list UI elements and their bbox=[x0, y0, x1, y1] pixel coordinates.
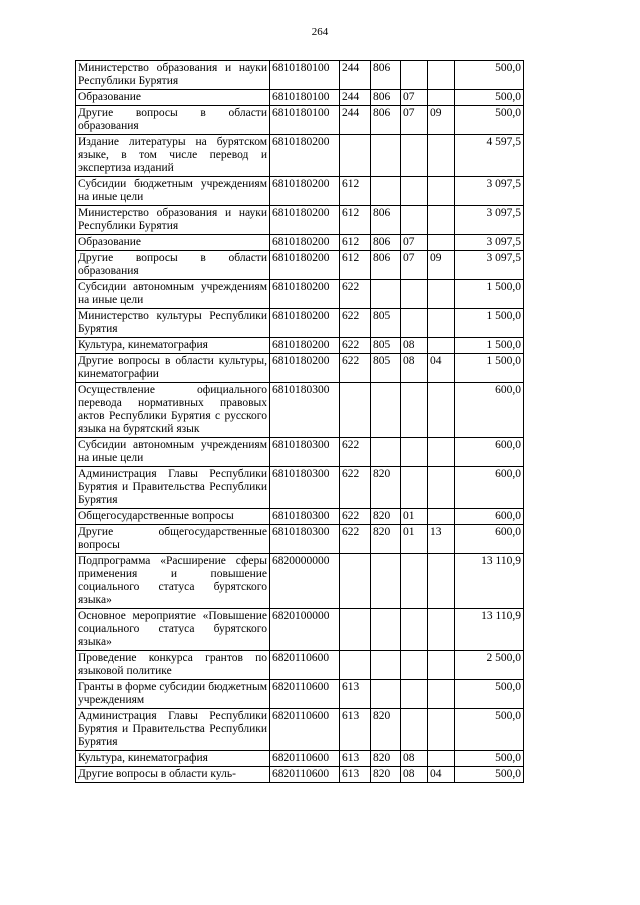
row-subsection-cell bbox=[428, 709, 455, 751]
row-section-cell: 08 bbox=[401, 767, 428, 783]
row-name-cell: Другие вопросы в области куль- bbox=[76, 767, 270, 783]
row-amount-cell: 13 110,9 bbox=[455, 609, 524, 651]
table-row bbox=[76, 554, 524, 609]
row-expense-type-cell: 613 bbox=[340, 751, 371, 767]
row-administrator-cell: 806 bbox=[371, 206, 401, 235]
table-row bbox=[76, 251, 524, 280]
table-row bbox=[76, 206, 524, 235]
row-expense-type-cell: 612 bbox=[340, 235, 371, 251]
row-administrator-cell bbox=[371, 438, 401, 467]
row-administrator-cell: 820 bbox=[371, 767, 401, 783]
row-subsection-cell bbox=[428, 61, 455, 90]
row-expense-type-cell: 612 bbox=[340, 206, 371, 235]
row-target-article-cell: 6810180200 bbox=[270, 309, 340, 338]
row-administrator-cell bbox=[371, 651, 401, 680]
row-subsection-cell bbox=[428, 177, 455, 206]
row-administrator-cell bbox=[371, 177, 401, 206]
row-target-article-cell: 6810180100 bbox=[270, 106, 340, 135]
row-expense-type-cell bbox=[340, 609, 371, 651]
row-amount-cell: 4 597,5 bbox=[455, 135, 524, 177]
row-target-article-cell: 6810180300 bbox=[270, 525, 340, 554]
row-name-cell: Министерство образования и науки Республики Бурятия bbox=[76, 206, 270, 235]
row-subsection-cell: 09 bbox=[428, 251, 455, 280]
row-subsection-cell: 13 bbox=[428, 525, 455, 554]
table-row bbox=[76, 177, 524, 206]
row-subsection-cell bbox=[428, 280, 455, 309]
row-amount-cell: 500,0 bbox=[455, 680, 524, 709]
row-subsection-cell bbox=[428, 651, 455, 680]
row-target-article-cell: 6820110600 bbox=[270, 751, 340, 767]
table-row bbox=[76, 61, 524, 90]
row-administrator-cell bbox=[371, 609, 401, 651]
table-row bbox=[76, 354, 524, 383]
row-expense-type-cell: 622 bbox=[340, 280, 371, 309]
row-administrator-cell: 820 bbox=[371, 525, 401, 554]
row-amount-cell: 500,0 bbox=[455, 709, 524, 751]
row-name-cell: Подпрограмма «Расширение сферы применения и повышение социального статуса бурятского языка» bbox=[76, 554, 270, 609]
table-row bbox=[76, 309, 524, 338]
row-target-article-cell: 6820000000 bbox=[270, 554, 340, 609]
row-target-article-cell: 6810180200 bbox=[270, 280, 340, 309]
table-row bbox=[76, 751, 524, 767]
row-administrator-cell bbox=[371, 135, 401, 177]
row-target-article-cell: 6820100000 bbox=[270, 609, 340, 651]
row-section-cell: 07 bbox=[401, 90, 428, 106]
row-administrator-cell: 820 bbox=[371, 751, 401, 767]
row-expense-type-cell: 622 bbox=[340, 467, 371, 509]
row-section-cell bbox=[401, 438, 428, 467]
row-amount-cell: 1 500,0 bbox=[455, 309, 524, 338]
row-section-cell bbox=[401, 177, 428, 206]
row-name-cell: Образование bbox=[76, 235, 270, 251]
row-target-article-cell: 6810180300 bbox=[270, 509, 340, 525]
row-expense-type-cell: 244 bbox=[340, 106, 371, 135]
row-section-cell: 01 bbox=[401, 525, 428, 554]
row-amount-cell: 3 097,5 bbox=[455, 251, 524, 280]
row-name-cell: Основное мероприятие «Повышение социального статуса бурятского языка» bbox=[76, 609, 270, 651]
row-subsection-cell bbox=[428, 554, 455, 609]
table-row bbox=[76, 509, 524, 525]
row-administrator-cell: 805 bbox=[371, 354, 401, 383]
row-amount-cell: 600,0 bbox=[455, 438, 524, 467]
row-expense-type-cell: 612 bbox=[340, 251, 371, 280]
row-expense-type-cell: 613 bbox=[340, 680, 371, 709]
row-subsection-cell bbox=[428, 338, 455, 354]
row-amount-cell: 600,0 bbox=[455, 509, 524, 525]
row-name-cell: Издание литературы на бурятском языке, в том числе перевод и экспертиза изданий bbox=[76, 135, 270, 177]
row-section-cell: 07 bbox=[401, 106, 428, 135]
row-section-cell: 08 bbox=[401, 338, 428, 354]
table-row bbox=[76, 135, 524, 177]
row-subsection-cell bbox=[428, 235, 455, 251]
row-expense-type-cell: 622 bbox=[340, 509, 371, 525]
row-name-cell: Образование bbox=[76, 90, 270, 106]
budget-table bbox=[75, 60, 524, 783]
row-subsection-cell bbox=[428, 680, 455, 709]
row-administrator-cell: 806 bbox=[371, 235, 401, 251]
row-target-article-cell: 6810180200 bbox=[270, 206, 340, 235]
row-section-cell: 07 bbox=[401, 251, 428, 280]
table-row bbox=[76, 106, 524, 135]
row-administrator-cell: 806 bbox=[371, 251, 401, 280]
row-target-article-cell: 6810180200 bbox=[270, 177, 340, 206]
row-target-article-cell: 6810180100 bbox=[270, 90, 340, 106]
row-expense-type-cell bbox=[340, 554, 371, 609]
row-name-cell: Субсидии бюджетным учреждениям на иные цели bbox=[76, 177, 270, 206]
row-amount-cell: 500,0 bbox=[455, 106, 524, 135]
table-row bbox=[76, 680, 524, 709]
row-name-cell: Общегосударственные вопросы bbox=[76, 509, 270, 525]
row-expense-type-cell: 622 bbox=[340, 338, 371, 354]
row-name-cell: Культура, кинематография bbox=[76, 338, 270, 354]
row-amount-cell: 13 110,9 bbox=[455, 554, 524, 609]
table-row bbox=[76, 651, 524, 680]
table-row bbox=[76, 235, 524, 251]
row-administrator-cell bbox=[371, 554, 401, 609]
row-subsection-cell bbox=[428, 609, 455, 651]
row-expense-type-cell: 613 bbox=[340, 709, 371, 751]
page-number: 264 bbox=[311, 26, 329, 38]
row-amount-cell: 600,0 bbox=[455, 467, 524, 509]
row-target-article-cell: 6810180200 bbox=[270, 235, 340, 251]
row-amount-cell: 500,0 bbox=[455, 90, 524, 106]
row-subsection-cell bbox=[428, 438, 455, 467]
row-target-article-cell: 6810180200 bbox=[270, 338, 340, 354]
row-administrator-cell: 820 bbox=[371, 467, 401, 509]
row-name-cell: Другие вопросы в области образования bbox=[76, 106, 270, 135]
row-name-cell: Проведение конкурса грантов по языковой политике bbox=[76, 651, 270, 680]
row-target-article-cell: 6810180300 bbox=[270, 438, 340, 467]
row-target-article-cell: 6820110600 bbox=[270, 709, 340, 751]
row-expense-type-cell bbox=[340, 135, 371, 177]
row-subsection-cell bbox=[428, 90, 455, 106]
row-amount-cell: 3 097,5 bbox=[455, 235, 524, 251]
row-section-cell bbox=[401, 680, 428, 709]
row-target-article-cell: 6820110600 bbox=[270, 680, 340, 709]
row-target-article-cell: 6810180300 bbox=[270, 383, 340, 438]
row-administrator-cell: 806 bbox=[371, 106, 401, 135]
table-row bbox=[76, 767, 524, 783]
row-target-article-cell: 6810180200 bbox=[270, 135, 340, 177]
row-amount-cell: 500,0 bbox=[455, 61, 524, 90]
row-amount-cell: 2 500,0 bbox=[455, 651, 524, 680]
row-expense-type-cell: 622 bbox=[340, 438, 371, 467]
row-target-article-cell: 6810180200 bbox=[270, 354, 340, 383]
row-section-cell bbox=[401, 280, 428, 309]
row-name-cell: Гранты в форме субсидии бюджетным учреждениям bbox=[76, 680, 270, 709]
row-subsection-cell bbox=[428, 751, 455, 767]
row-name-cell: Министерство образования и науки Республики Бурятия bbox=[76, 61, 270, 90]
table-row bbox=[76, 467, 524, 509]
row-name-cell: Администрация Главы Республики Бурятия и Правительства Республики Бурятия bbox=[76, 467, 270, 509]
row-subsection-cell bbox=[428, 206, 455, 235]
row-amount-cell: 1 500,0 bbox=[455, 280, 524, 309]
table-row bbox=[76, 709, 524, 751]
row-amount-cell: 500,0 bbox=[455, 751, 524, 767]
row-target-article-cell: 6820110600 bbox=[270, 651, 340, 680]
row-name-cell: Другие вопросы в области культуры, кинематографии bbox=[76, 354, 270, 383]
row-expense-type-cell bbox=[340, 651, 371, 680]
row-administrator-cell: 820 bbox=[371, 709, 401, 751]
row-section-cell bbox=[401, 709, 428, 751]
row-subsection-cell bbox=[428, 467, 455, 509]
row-expense-type-cell: 622 bbox=[340, 525, 371, 554]
row-name-cell: Осуществление официального перевода нормативных правовых актов Республики Бурятия с русского языка на бурятский язык bbox=[76, 383, 270, 438]
row-administrator-cell bbox=[371, 280, 401, 309]
row-amount-cell: 1 500,0 bbox=[455, 354, 524, 383]
row-name-cell: Культура, кинематография bbox=[76, 751, 270, 767]
row-section-cell bbox=[401, 61, 428, 90]
row-subsection-cell: 09 bbox=[428, 106, 455, 135]
row-administrator-cell bbox=[371, 383, 401, 438]
row-subsection-cell bbox=[428, 509, 455, 525]
row-section-cell: 08 bbox=[401, 751, 428, 767]
row-expense-type-cell: 612 bbox=[340, 177, 371, 206]
row-administrator-cell: 806 bbox=[371, 90, 401, 106]
row-section-cell bbox=[401, 383, 428, 438]
row-expense-type-cell: 613 bbox=[340, 767, 371, 783]
row-target-article-cell: 6810180100 bbox=[270, 61, 340, 90]
table-row bbox=[76, 383, 524, 438]
row-name-cell: Другие вопросы в области образования bbox=[76, 251, 270, 280]
row-administrator-cell: 805 bbox=[371, 338, 401, 354]
row-section-cell bbox=[401, 651, 428, 680]
row-amount-cell: 3 097,5 bbox=[455, 177, 524, 206]
row-expense-type-cell: 244 bbox=[340, 90, 371, 106]
row-name-cell: Министерство культуры Республики Бурятия bbox=[76, 309, 270, 338]
row-section-cell bbox=[401, 467, 428, 509]
row-administrator-cell: 820 bbox=[371, 509, 401, 525]
row-name-cell: Администрация Главы Республики Бурятия и Правительства Республики Бурятия bbox=[76, 709, 270, 751]
row-target-article-cell: 6820110600 bbox=[270, 767, 340, 783]
row-administrator-cell bbox=[371, 680, 401, 709]
row-section-cell bbox=[401, 309, 428, 338]
row-subsection-cell bbox=[428, 309, 455, 338]
row-subsection-cell bbox=[428, 135, 455, 177]
row-expense-type-cell bbox=[340, 383, 371, 438]
row-expense-type-cell: 622 bbox=[340, 354, 371, 383]
row-section-cell bbox=[401, 135, 428, 177]
row-name-cell: Субсидии автономным учреждениям на иные цели bbox=[76, 438, 270, 467]
row-section-cell: 07 bbox=[401, 235, 428, 251]
row-section-cell bbox=[401, 206, 428, 235]
row-target-article-cell: 6810180200 bbox=[270, 251, 340, 280]
table-row bbox=[76, 280, 524, 309]
row-amount-cell: 600,0 bbox=[455, 525, 524, 554]
table-row bbox=[76, 609, 524, 651]
row-expense-type-cell: 622 bbox=[340, 309, 371, 338]
row-name-cell: Другие общегосударственные вопросы bbox=[76, 525, 270, 554]
row-section-cell bbox=[401, 554, 428, 609]
row-amount-cell: 600,0 bbox=[455, 383, 524, 438]
row-section-cell: 01 bbox=[401, 509, 428, 525]
row-name-cell: Субсидии автономным учреждениям на иные цели bbox=[76, 280, 270, 309]
table-row bbox=[76, 338, 524, 354]
row-subsection-cell bbox=[428, 383, 455, 438]
row-subsection-cell: 04 bbox=[428, 767, 455, 783]
row-amount-cell: 3 097,5 bbox=[455, 206, 524, 235]
row-administrator-cell: 806 bbox=[371, 61, 401, 90]
row-section-cell bbox=[401, 609, 428, 651]
table-row bbox=[76, 438, 524, 467]
row-administrator-cell: 805 bbox=[371, 309, 401, 338]
table-row bbox=[76, 90, 524, 106]
row-target-article-cell: 6810180300 bbox=[270, 467, 340, 509]
row-amount-cell: 1 500,0 bbox=[455, 338, 524, 354]
table-row bbox=[76, 525, 524, 554]
row-section-cell: 08 bbox=[401, 354, 428, 383]
row-amount-cell: 500,0 bbox=[455, 767, 524, 783]
row-expense-type-cell: 244 bbox=[340, 61, 371, 90]
row-subsection-cell: 04 bbox=[428, 354, 455, 383]
